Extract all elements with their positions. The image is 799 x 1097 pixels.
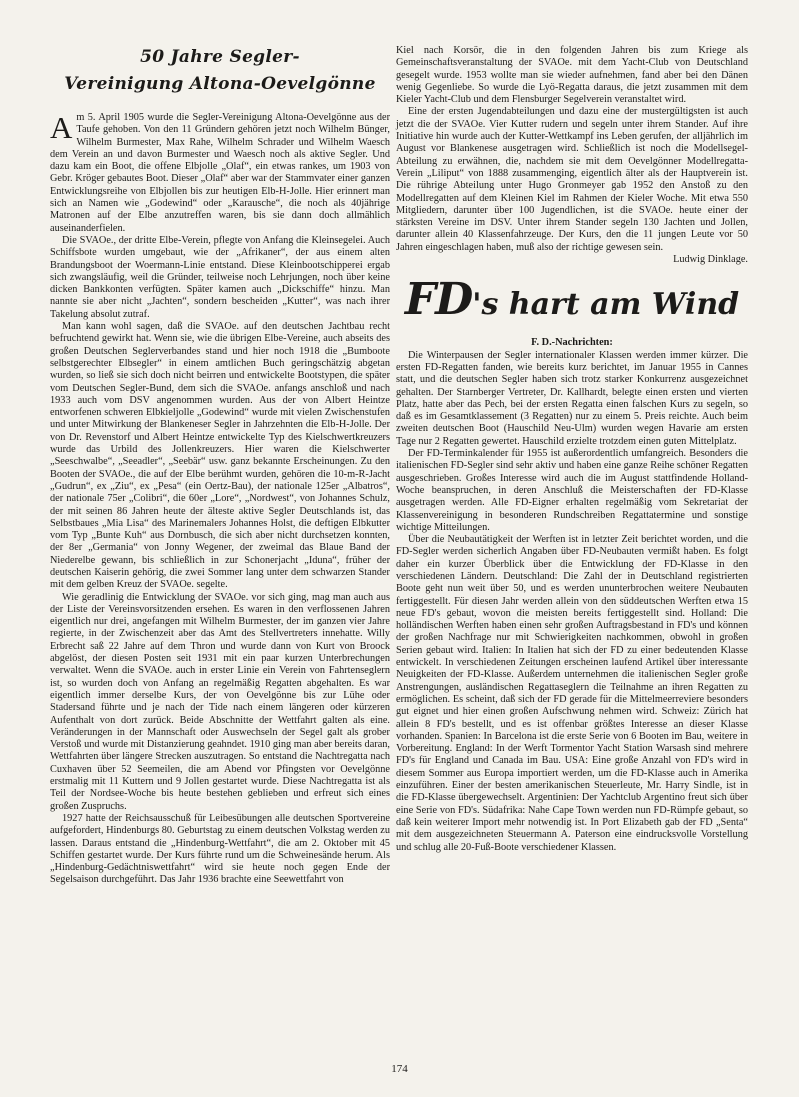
- fd-title-rest: 's hart am Wind: [472, 287, 740, 323]
- right-column: [396, 45, 748, 854]
- article-paragraph: Man kann wohl sagen, daß die SVAOe. auf den deutschen Jachtbau recht befruchtend gewirkt hat. Wenn sie, wie die übrigen Elbe-Vereine, auch abseits des großen Deutschen Seglerverbandes stand und hier noch 1918 die „Bumboote selbstgerechter Elbsegler“ in einem amtlichen Buch geringschätzig abgetan wurden, so ließ sie sich doch nicht beirren und entwickelte Bootstypen, die später vom Deutschen Segler-Bund, dem sich die SVAOe. anfangs anschloß und nach 1933 auch vom DSV angenommen wurden. Aus der von Albert Heintze entworfenen schweren Elbkieljolle „Godewind“ wurde mit vielen Zwischenstufen und unter Mitwirkung der Blankeneser Segler in Jahrzehnten die Elb-H-Jolle. Der von Dr. Revenstorf und Albert Heintze entwickelte Typ des Kielschwertkreuzers wurde das Urbild des Jollenkreuzers. Hier waren die Kielschwerter „Seeschwalbe“, „Seeadler“, „Seebär“ usw. ganz bekannte Erscheinungen. Zu den Booten der SVAOe., die auf der Elbe berühmt wurden, gehören die 10-m-R-Jacht „Gudrun“, ex „Ziu“, ex „Pesa“ (ein Oertz-Bau), der nationale 125er „Albatros“, der nationale 75er „Colibri“, die 60er „Lore“, „Nordwest“, von Johannes Schulz, der mit seinen 86 Jahren heute der älteste aktive Segler Deutschlands ist, das Selbstbaues „Mia Lisa“ des Marinemalers Johannes Holst, die deftigen Elbkutter vom Typ „Bunte Kuh“ aus Dornbusch, die sich aber nicht durchsetzen konnten, der 8er „Germania“ von Jonny Wegener, der zweimal das Blaue Band der Niederelbe gewann, bis schließlich in zur Schonerjacht „Iduna“, früher der deutschen Kaiserin gehörig, die zwei Sommer lang unter dem schwarzen Stander mit dem gelben Kreuz der SVAOe. segelte.: [50, 321, 390, 591]
- fd-title-big: FD: [404, 274, 473, 326]
- fd-paragraph: Die Winterpausen der Segler internationaler Klassen werden immer kürzer. Die ersten FD-Regatten fanden, wie bereits kurz berichtet, im Januar 1955 in Cannes statt, und die deutschen Segler haben sich trotz starker Konkurrenz ausgezeichnet gehalten. Der Starnberger Vertreter, Dr. Kallhardt, belegte einen ersten und vierten Platz, hatte aber das Pech, bei der ersten Regatta einen falschen Kurs zu segeln, so daß es im Gesamtklassement (3 Regatten) nur zu einem 5. Preis reichte. Auch beim zweiten deutschen Boot (Hauschild Neu-Ulm) wurden wegen Havarie am ersten Tage nur 2 Regatten gewertet. Hauschild erzielte trotzdem einen guten Mittelplatz.: [396, 349, 748, 447]
- fd-paragraph: Der FD-Terminkalender für 1955 ist außerordentlich umfangreich. Besonders die italienischen FD-Segler sind sehr aktiv und haben eine ganze Reihe schöner Regatten ausgeschrieben. Großes Interesse wird auch die im August stattfindende Holland-Woche beanspruchen, in deren Anschluß die Meisterschaften der FD-Klasse ausgetragen werden. Alle FD-Eigner erhalten regelmäßig vom Sekretariat der Klassenvereinigung in besonderen Rundschreiben Regattatermine und sonstige wichtige Mitteilungen.: [396, 448, 748, 533]
- fd-subheading: F. D.-Nachrichten:: [531, 337, 613, 349]
- left-column: [50, 44, 390, 887]
- article-paragraph: 1927 hatte der Reichsausschuß für Leibesübungen alle deutschen Sportvereine aufgefordert, Hindenburgs 80. Geburtstag zu einem deutschen Volkstag werden zu lassen. Daraus entstand die „Hindenburg-Wettfahrt“, die am 2. Oktober mit 45 Schiffen gestartet wurde. Der Kurs führte rund um die Schweinesände herum. Als „Hindenburg-Gedächtniswettfahrt“ wird sie heute noch gegen Ende der Segelsaison durchgeführt. Das Jahr 1936 brachte eine Seewettfahrt von: [50, 812, 390, 886]
- article-paragraph: Kiel nach Korsör, die in den folgenden Jahren bis zum Kriege als Gemeinschaftsveranstaltung der SVAOe. mit dem Yacht-Club von Deutschland gesegelt wurde. 1953 wollte man sie wieder aufnehmen, fand aber bei den Dänen wenig Gegenliebe. So wurde die Lyö-Regatta daraus, die jetzt zusammen mit dem Kieler Yacht-Club und dem Flensburger Segelverein veranstaltet wird.: [396, 45, 748, 106]
- article-paragraph: Eine der ersten Jugendabteilungen und dazu eine der mustergültigsten ist auch jetzt die der SVAOe. Vier Kutter rudern und segeln unter ihrem Stander. Auf ihre Initiative hin wurde auch der Kutter-Wettkampf ins Leben gerufen, der alljährlich im August vor Blankenese ausgetragen wird. Schließlich ist noch die Modellsegel-Abteilung zu erwähnen, die, nachdem sie mit dem Oevelgönner Modellregatta-Verein „Liliput“ von 1888 zusammenging, eigentlich älter als der Hauptverein ist. Die rührige Abteilung unter Hugo Gronmeyer gab 1952 den Anstoß zu den Modellregatten auf dem Kleinen Kiel im Rahmen der Kieler Woche. Mit etwa 550 Mitgliedern, darunter über 100 Jugendlichen, ist die SVAOe. heute einer der stärksten Vereine im DSV. Unter ihrem Stander segeln 130 Jachten und Jollen, darunter allein 40 Klassenfahrzeuge. Der Kurs, den die 11 jungen Leute vor 50 Jahren eingeschlagen haben, muß also der richtige gewesen sein.: [396, 106, 748, 253]
- article-title-line-1: 50 Jahre Segler-: [140, 47, 300, 67]
- article-paragraph: Wie geradlinig die Entwicklung der SVAOe. vor sich ging, mag man auch aus der Liste der Vereinsvorsitzenden ersehen. Es waren in den verflossenen Jahren eigentlich nur drei, angefangen mit Wilhelm Burmester, der im ganzen vier Jahre regierte, in der Zwischenzeit aber das Amt des Stellvertreters innehatte. Willy Erbrecht saß 22 Jahre auf dem Thron und wurde dann von Kurt von Broock abgelöst, der diesen Posten seit 1931 mit ein paar kurzen Unterbrechungen verwaltet. Wenn die SVAOe. auch in erster Linie ein Verein von Fahrtenseglern ist, so wurden doch von Anfang an regelmäßig Regatten abgehalten. Es war eigentlich immer derselbe Kurs, der von Oevelgönne bis zur Lühe oder Stadersand führte und je nach der Tide nach einem längeren oder kürzeren Aufenthalt von dort zurück. Beide Abschnitte der Wettfahrt galten als eine. Veränderungen in der Mannschaft oder Auswechseln der Segel galt als grober Verstoß und wurde mit Distanzierung geahndet. 1910 ging man aber bereits daran, Wettfahrten über längere Strecken auszutragen. So entstand die Nachtregatta nach Cuxhaven über 52 Seemeilen, die am Abend vor Pfingsten vor Oevelgönne erstmalig mit 11 Kuttern und 9 Jollen gestartet wurde. Diese Nachtregatta ist als Teil der Nordsee-Woche bis heute bestehen geblieben und erfreut sich eines großen Zuspruchs.: [50, 591, 390, 812]
- article-title: [50, 44, 390, 98]
- article-paragraph: Am 5. April 1905 wurde die Segler-Vereinigung Altona-Oevelgönne aus der Taufe gehoben. Von den 11 Gründern gehören jetzt noch Wilhelm Bünger, Wilhelm Burmester, Max Rahe, Wilhelm Schrader und Wilhelm Waesch dem Verein an und davon Burmester und Waesch noch als aktive Segler. Und dazu kam ein Boot, die offene Elbjolle „Olaf“, ein etwas rankes, um 1903 von Gebr. Kröger gebautes Boot. Dieser „Olaf“ aber war der Stammvater einer ganzen Entwicklungsreihe von Elbjollen bis zur heutigen Elb-H-Jolle. Hier erinnert man sich an Namen wie „Godewind“ oder „Karausche“, die noch als 40jährige Matronen auf der Elbe anzutreffen waren, bis sie dann doch allmählich auseinanderfielen.: [50, 110, 390, 234]
- drop-cap: A: [50, 110, 73, 145]
- fd-paragraph: Über die Neubautätigkeit der Werften ist in letzter Zeit berichtet worden, und die FD-Segler werden sicherlich Angaben über FD-Neubauten vermißt haben. Es folgt daher ein kurzer Überblick über die Entwicklung der FD-Klasse in den verschiedenen Ländern. Deutschland: Die Zahl der in Deutschland registrierten Boote geht nun weit über 50, und es werden ununterbrochen weitere Neubauten fertiggestellt. Für diesen Jahr werden allein von den süddeutschen Werften etwa 15 neue FD's gebaut, wovon die meisten bereits fertiggestellt sind. Holland: Die holländischen Werften haben einen sehr großen Auftragsbestand in FD's und können der großen Nachfrage nur mit Schwierigkeiten nachkommen, obwohl in großen Serien gebaut wird. Italien: In Italien hat sich der FD zu einer bedeutenden Klasse entwickelt. In verschiedenen Zeitungen erscheinen laufend Artikel über interessante Neuigkeiten der FD-Klasse. Außerdem unternehmen die italienischen Segler große Anstrengungen, ausländischen Regattaseglern die Teilnahme an ihren Regatten zu ermöglichen. Es scheint, daß sich der FD gerade für die Mittelmeerreviere besonders gut eignet und hier einen großen Aufschwung nehmen wird. Schweiz: Zürich hat allein 8 FD's bestellt, und es ist offenbar größtes Interesse an dieser Klasse vorhanden. Spanien: In Barcelona ist die erste Serie von 6 Booten im Bau, weitere in Vorbereitung. England: In der Werft Tormentor Yacht Station Warsash sind mehrere FD's für England und Canada im Bau. USA: Eine große Anzahl von FD's wird in diesem Sommer aus Europa importiert werden, um die FD-Klasse auch in Amerika einzuführen. Einer der besten amerikanischen Steuerleute, Mr. Harry Sindle, ist in die FD-Klasse übergewechselt. Argentinien: Der Yachtclub Argentino freut sich über eine Serie von FD's. Südafrika: Nahe Cape Town werden nun FD-Rümpfe gebaut, so daß kein weiterer Import mehr notwendig ist. In Port Elizabeth gab der FD „Senta“ mit dem ausgezeichneten Steuermann A. Paterson eine eindrucksvolle Vorstellung und schlug alle 20-Fuß-Boote verschiedener Klassen.: [396, 534, 748, 853]
- fd-article-title: [396, 274, 748, 331]
- article-paragraph: Die SVAOe., der dritte Elbe-Verein, pflegte von Anfang die Kleinsegelei. Auch Schiffsbote wurden umgebaut, wie der „Afrikaner“, der aus einem alten Brandungsboot der Woermann-Linie entstand. Diese Kleinbootschipperei ergab sich zwangsläufig, weil die Gründer, teilweise noch Lehrjungen, noch über keine dicken Bankkonten verfügten. Später kamen auch „Dickschiffe“ hinzu. Man nannte sie aber nicht „Jachten“, sondern bescheiden „Kutter“, was nach ihrer Takelung absolut zutraf.: [50, 234, 390, 320]
- page-number: 174: [391, 1063, 408, 1075]
- author-signature: Ludwig Dinklage.: [673, 254, 748, 266]
- article-title-line-2: Vereinigung Altona-Oevelgönne: [64, 74, 376, 94]
